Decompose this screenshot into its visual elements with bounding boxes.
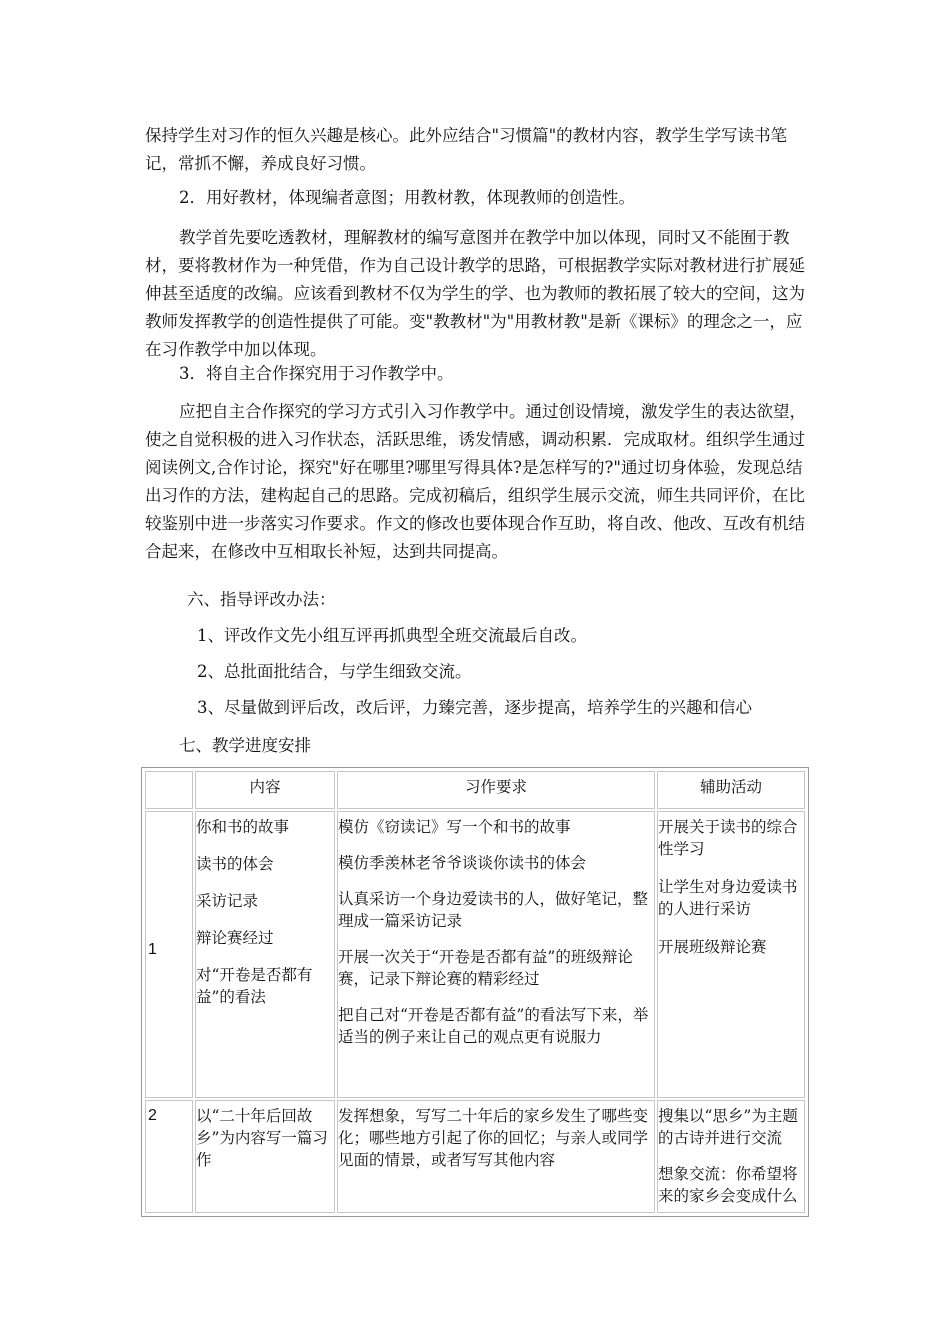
- row-1-content-item: 读书的体会: [196, 855, 274, 873]
- heading-cooperation: 3．将自主合作探究用于习作教学中。: [179, 364, 454, 383]
- row-1-number-cell: [145, 811, 193, 1098]
- section-six-item-2: 2、总批面批结合，与学生细致交流。: [197, 662, 472, 681]
- row-1-requirement-item: 认真采访一个身边爱读书的人，做好笔记，整理成一篇采访记录: [338, 890, 649, 930]
- row-2-number-cell: [145, 1100, 193, 1213]
- row-1-activity-item: 让学生对身边爱读书的人进行采访: [658, 878, 798, 918]
- row-1-content-item: 对“开卷是否都有益”的看法: [196, 966, 313, 1006]
- row-1-activities-cell: [657, 811, 805, 1098]
- header-cell-content: 内容: [195, 771, 335, 809]
- row-2-requirements-cell: 发挥想象，写写二十年后的家乡发生了哪些变化；哪些地方引起了你的回忆；与亲人或同学见面的情景，或者写写其他内容: [337, 1100, 655, 1213]
- row-2-activities-cell: [657, 1100, 805, 1213]
- row-1-requirement-item: 模仿季羡林老爷爷谈谈你读书的体会: [338, 854, 587, 872]
- header-cell-blank: [145, 771, 193, 809]
- row-1-activity-item: 开展班级辩论赛: [658, 938, 767, 956]
- row-1-content-cell: [195, 811, 335, 1098]
- heading-use-textbook: 2．用好教材，体现编者意图；用教材教，体现教师的创造性。: [179, 188, 635, 207]
- header-cell-activities: 辅助活动: [657, 771, 805, 809]
- section-six-title: 六、指导评改办法：: [187, 590, 336, 609]
- row-2-activity-item: 想象交流：你希望将来的家乡会变成什么: [658, 1165, 798, 1205]
- paragraph-cooperation: 应把自主合作探究的学习方式引入习作教学中。通过创设情境，激发学生的表达欲望，使之自觉积极的进入习作状态，活跃思维，诱发情感，调动积累．完成取材。组织学生通过阅读例文,合作讨论，探究"好在哪里?哪里写得具体?是怎样写的?"通过切身体验，发现总结出习作的方法，建构起自己的思路。完成初稿后，组织学生展示交流，师生共同评价，在比较鉴别中进一步落实习作要求。作文的修改也要体现合作互助，将自改、他改、互改有机结合起来，在修改中互相取长补短，达到共同提高。: [145, 402, 806, 561]
- section-seven-title: 七、教学进度安排: [179, 736, 311, 755]
- row-1-number: 1: [148, 941, 157, 958]
- row-1-content-item: 辩论赛经过: [196, 929, 274, 947]
- row-2-content-cell: 以“二十年后回故乡”为内容写一篇习作: [195, 1100, 335, 1213]
- row-1-content-item: 你和书的故事: [196, 818, 290, 836]
- section-six-item-1: 1、评改作文先小组互评再抓典型全班交流最后自改。: [197, 626, 587, 645]
- row-1-requirement-item: 开展一次关于“开卷是否都有益”的班级辩论赛，记录下辩论赛的精彩经过: [338, 948, 633, 988]
- row-1-content-item: 采访记录: [196, 892, 259, 910]
- schedule-table: [141, 767, 809, 1217]
- header-cell-requirements: 习作要求: [337, 771, 655, 809]
- paragraph-textbook: 教学首先要吃透教材，理解教材的编写意图并在教学中加以体现，同时又不能囿于教材，要将教材作为一种凭借，作为自己设计教学的思路，可根据教学实际对教材进行扩展延伸甚至适度的改编。应该看到教材不仅为学生的学、也为教师的教拓展了较大的空间，这为教师发挥教学的创造性提供了可能。变"教教材"为"用教材教"是新《课标》的理念之一，应在习作教学中加以体现。: [145, 228, 805, 359]
- row-1-activity-item: 开展关于读书的综合性学习: [658, 818, 798, 858]
- row-1-requirements-cell: [337, 811, 655, 1098]
- row-2-number: 2: [148, 1107, 157, 1124]
- row-2-activity-item: 搜集以“思乡”为主题的古诗并进行交流: [658, 1107, 798, 1147]
- section-six-item-3: 3、尽量做到评后改，改后评，力臻完善，逐步提高，培养学生的兴趣和信心: [197, 698, 752, 717]
- row-1-requirement-item: 模仿《窃读记》写一个和书的故事: [338, 818, 571, 836]
- paragraph-interest: 保持学生对习作的恒久兴趣是核心。此外应结合"习惯篇"的教材内容，教学生学写读书笔记，常抓不懈，养成良好习惯。: [145, 126, 788, 173]
- row-1-requirement-item: 把自己对“开卷是否都有益”的看法写下来，举适当的例子来让自己的观点更有说服力: [338, 1006, 649, 1046]
